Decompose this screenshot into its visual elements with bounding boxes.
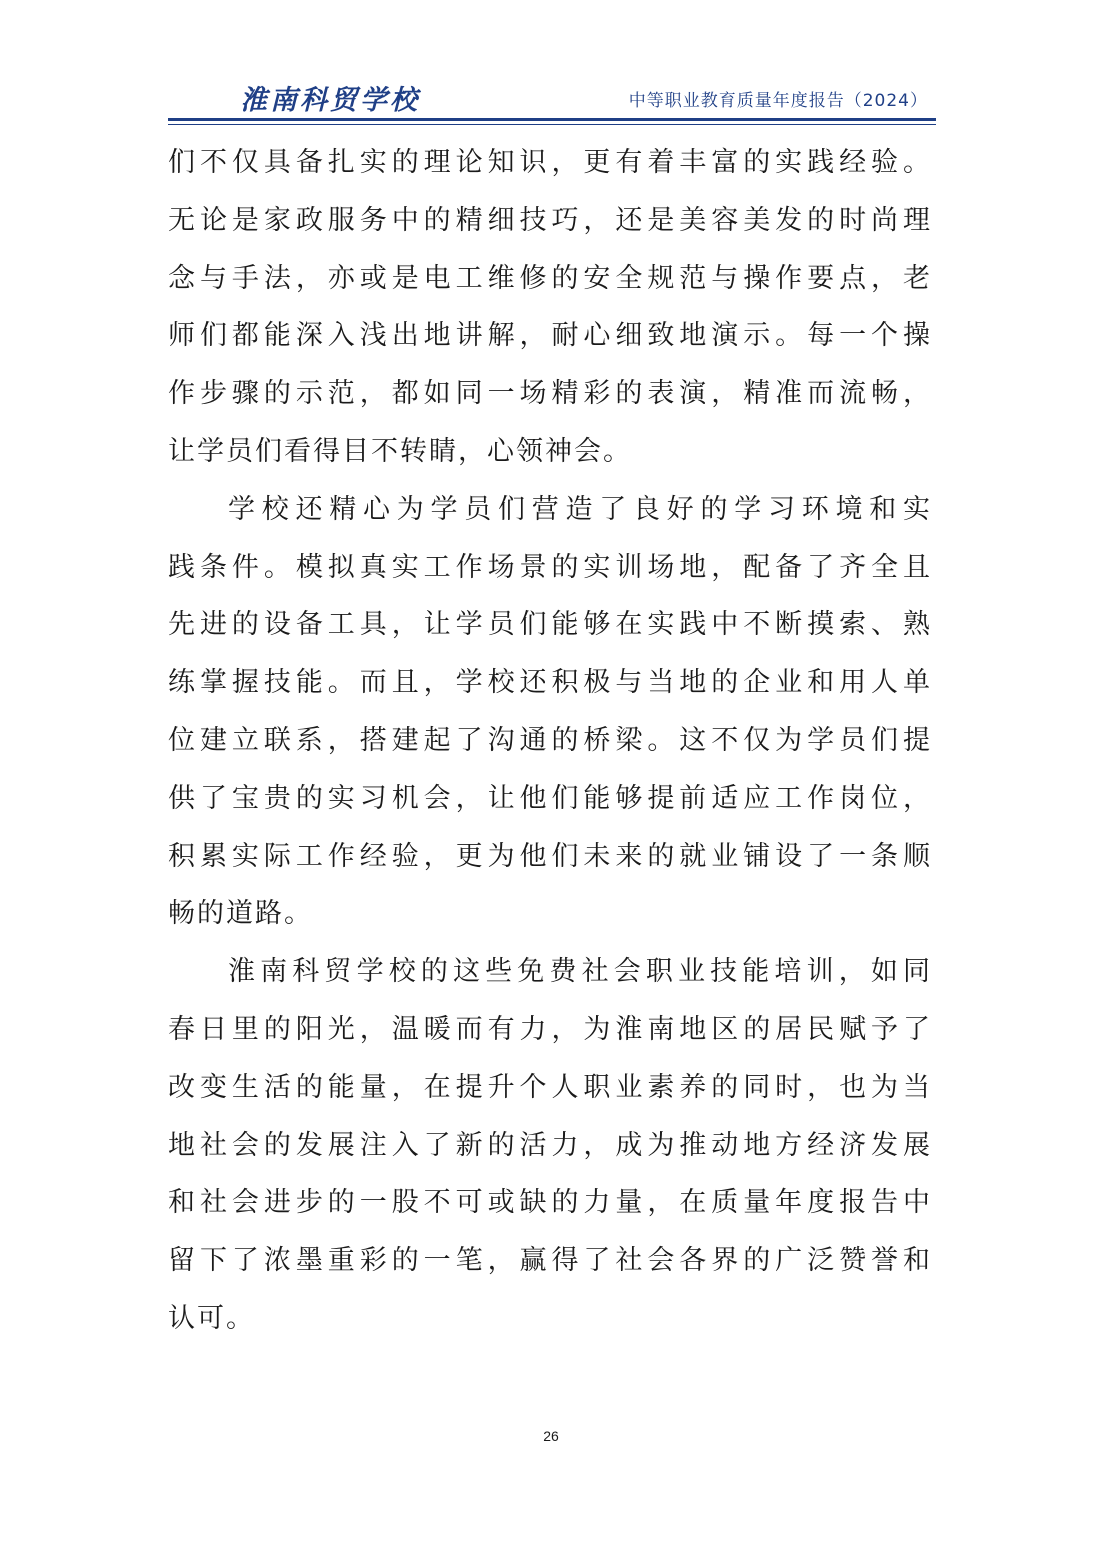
paragraph-first-line: 淮南科贸学校的这些免费社会职业技能培训，如同 (228, 956, 932, 988)
text-line: 供了宝贵的实习机会，让他们能够提前适应工作岗位， (168, 782, 932, 814)
header-divider-thick (168, 118, 936, 121)
text-line: 们不仅具备扎实的理论知识，更有着丰富的实践经验。 (168, 147, 932, 178)
text-line: 地社会的发展注入了新的活力，成为推动地方经济发展 (168, 1129, 932, 1161)
text-line: 位建立联系，搭建起了沟通的桥梁。这不仅为学员们提 (168, 724, 932, 756)
text-line: 作步骤的示范，都如同一场精彩的表演，精准而流畅， (168, 378, 932, 410)
text-line: 念与手法，亦或是电工维修的安全规范与操作要点，老 (168, 262, 932, 294)
text-line: 先进的设备工具，让学员们能够在实践中不断摸索、熟 (168, 609, 932, 641)
text-line: 让学员们看得目不转睛，心领神会。 (168, 435, 632, 467)
school-name: 淮南科贸学校 (240, 85, 420, 116)
paragraph-first-line: 学校还精心为学员们营造了良好的学习环境和实 (228, 493, 932, 525)
page-header (168, 72, 936, 122)
page-number: 26 (543, 1428, 559, 1444)
body-text (168, 134, 932, 1348)
text-line: 畅的道路。 (168, 898, 313, 930)
report-title: 中等职业教育质量年度报告（2024） (628, 91, 928, 111)
text-line: 春日里的阳光，温暖而有力，为淮南地区的居民赋予了 (168, 1013, 932, 1045)
text-line: 和社会进步的一股不可或缺的力量，在质量年度报告中 (168, 1187, 932, 1219)
text-line: 练掌握技能。而且，学校还积极与当地的企业和用人单 (168, 667, 932, 699)
text-line: 认可。 (168, 1302, 255, 1334)
text-line: 师们都能深入浅出地讲解，耐心细致地演示。每一个操 (168, 320, 932, 352)
text-line: 践条件。模拟真实工作场景的实训场地，配备了齐全且 (168, 551, 932, 583)
text-line: 无论是家政服务中的精细技巧，还是美容美发的时尚理 (168, 204, 932, 236)
text-line: 改变生活的能量，在提升个人职业素养的同时，也为当 (168, 1071, 932, 1103)
text-line: 积累实际工作经验，更为他们未来的就业铺设了一条顺 (168, 840, 932, 872)
text-line: 留下了浓墨重彩的一笔，赢得了社会各界的广泛赞誉和 (168, 1245, 932, 1277)
header-divider-thin (168, 124, 936, 125)
